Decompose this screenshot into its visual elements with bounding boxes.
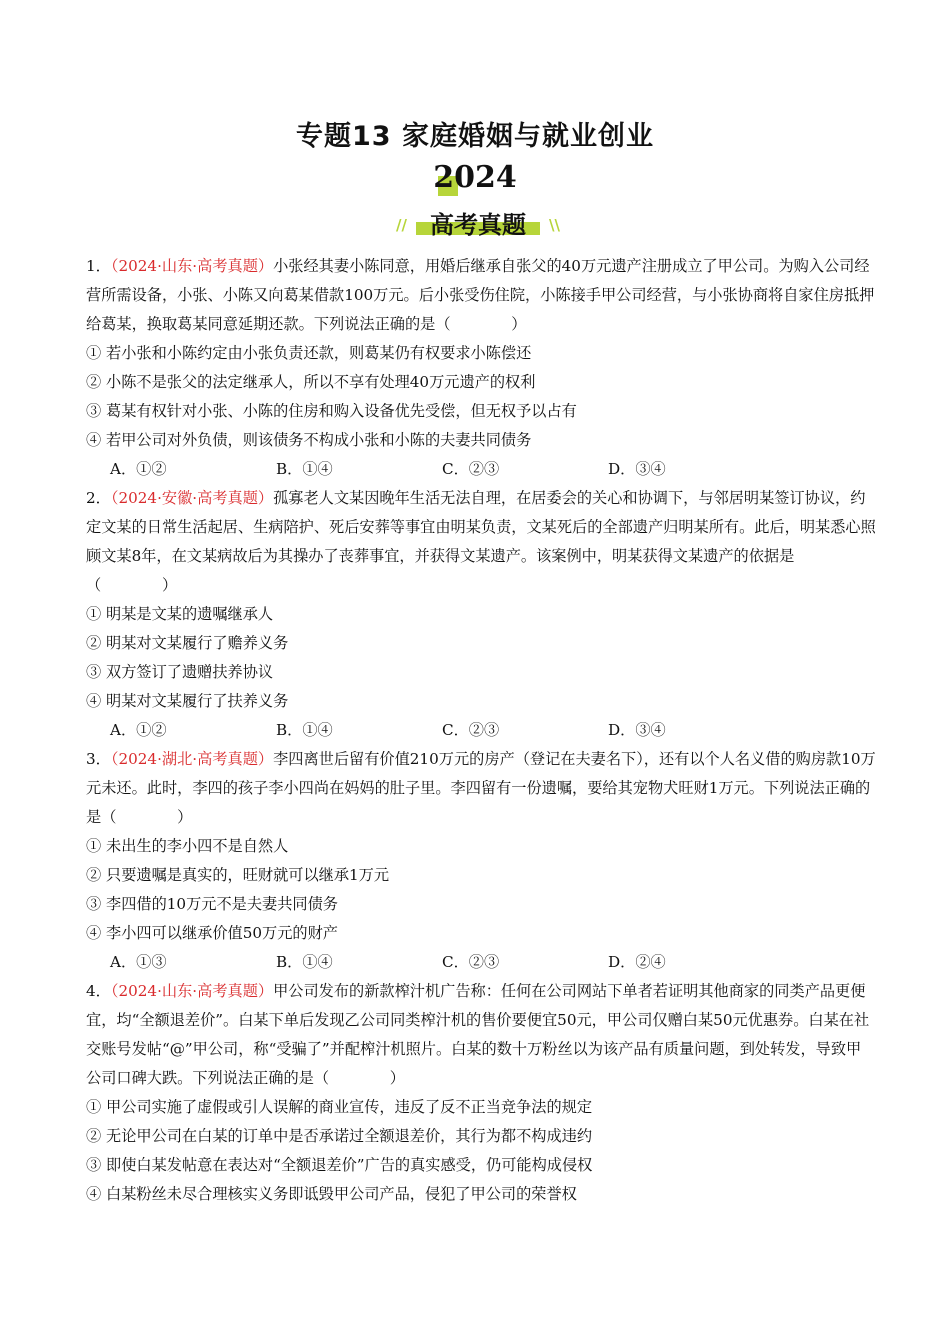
statement-option: ② 小陈不是张父的法定继承人，所以不享有处理40万元遗产的权利	[86, 373, 536, 391]
choice-b: B．①④	[276, 460, 333, 478]
statement-option: ④ 明某对文某履行了扶养义务	[86, 692, 289, 710]
question-source: （2024·山东·高考真题）	[110, 257, 274, 275]
question	[86, 484, 876, 745]
answer-choices	[86, 948, 876, 977]
question-stem	[86, 745, 876, 832]
question-stem	[86, 252, 876, 339]
choice-c: C．②③	[442, 953, 500, 971]
slash-decoration-left-icon: //	[396, 216, 407, 234]
question-text: 甲公司发布的新款榨汁机广告称：任何在公司网站下单者若证明其他商家的同类产品更便宜，均“全额退差价”。白某下单后发现乙公司同类榨汁机的售价要便宜50元，甲公司仅赠白某50元优惠券。白某在社交账号发帖“@”甲公司，称“受骗了”并配榨汁机照片。白某的数十万粉丝以为该产品有质量问题，到处转发，导致甲公司口碑大跌。下列说法正确的是（ ）	[86, 982, 870, 1087]
statement-option: ② 无论甲公司在白某的订单中是否承诺过全额退差价，其行为都不构成违约	[86, 1127, 593, 1145]
choice-b: B．①④	[276, 721, 333, 739]
question-number: 1．	[86, 257, 111, 275]
choice-d: D．③④	[608, 460, 666, 478]
statement-option: ① 明某是文某的遗嘱继承人	[86, 605, 274, 623]
statement-option: ④ 李小四可以继承价值50万元的财产	[86, 924, 338, 942]
choice-a: A．①②	[110, 721, 167, 739]
statement-option: ③ 双方签订了遗赠扶养协议	[86, 663, 274, 681]
section-banner	[396, 204, 560, 238]
question-text: 小张经其妻小陈同意，用婚后继承自张父的40万元遗产注册成立了甲公司。为购入公司经营所需设备，小张、小陈又向葛某借款100万元。后小张受伤住院，小陈接手甲公司经营，与小张协商将自家住房抵押给葛某，换取葛某同意延期还款。下列说法正确的是（ ）	[86, 257, 875, 333]
statement-option: ④ 白某粉丝未尽合理核实义务即诋毁甲公司产品，侵犯了甲公司的荣誉权	[86, 1185, 577, 1203]
question-number: 2．	[86, 489, 111, 507]
choice-b: B．①④	[276, 953, 333, 971]
question-stem	[86, 484, 876, 600]
answer-choices	[86, 455, 876, 484]
year-label: 2024	[433, 160, 517, 195]
question-source: （2024·湖北·高考真题）	[110, 750, 274, 768]
answer-choices	[86, 716, 876, 745]
slash-decoration-right-icon: \\	[549, 216, 560, 234]
page-title: 专题13 家庭婚姻与就业创业	[296, 121, 654, 152]
question-number: 4．	[86, 982, 111, 1000]
statement-option: ① 甲公司实施了虚假或引人误解的商业宣传，违反了反不正当竞争法的规定	[86, 1098, 593, 1116]
statement-option: ④ 若甲公司对外负债，则该债务不构成小张和小陈的夫妻共同债务	[86, 431, 532, 449]
choice-c: C．②③	[442, 721, 500, 739]
question-stem	[86, 977, 876, 1093]
statement-option: ② 明某对文某履行了赡养义务	[86, 634, 289, 652]
choice-a: A．①②	[110, 460, 167, 478]
question	[86, 745, 876, 977]
question-source: （2024·山东·高考真题）	[110, 982, 274, 1000]
question-number: 3．	[86, 750, 111, 768]
statement-option: ① 未出生的李小四不是自然人	[86, 837, 289, 855]
statement-option: ③ 即使白某发帖意在表达对“全额退差价”广告的真实感受，仍可能构成侵权	[86, 1156, 593, 1174]
statement-option: ① 若小张和小陈约定由小张负责还款，则葛某仍有权要求小陈偿还	[86, 344, 532, 362]
question-source: （2024·安徽·高考真题）	[110, 489, 274, 507]
choice-c: C．②③	[442, 460, 500, 478]
choice-a: A．①③	[110, 953, 167, 971]
question	[86, 252, 876, 484]
statement-option: ③ 葛某有权针对小张、小陈的住房和购入设备优先受偿，但无权予以占有	[86, 402, 577, 420]
question-text: 李四离世后留有价值210万元的房产（登记在夫妻名下），还有以个人名义借的购房款10万元未还。此时，李四的孩子李小四尚在妈妈的肚子里。李四留有一份遗嘱，要给其宠物犬旺财1万元。下列说法正确的是（ ）	[86, 750, 876, 826]
choice-d: D．②④	[608, 953, 666, 971]
statement-option: ② 只要遗嘱是真实的，旺财就可以继承1万元	[86, 866, 390, 884]
choice-d: D．③④	[608, 721, 666, 739]
question	[86, 977, 876, 1209]
banner-label: 高考真题	[430, 211, 526, 239]
statement-option: ③ 李四借的10万元不是夫妻共同债务	[86, 895, 338, 913]
questions-list	[86, 252, 876, 1209]
question-text: 孤寡老人文某因晚年生活无法自理，在居委会的关心和协调下，与邻居明某签订协议，约定文某的日常生活起居、生病陪护、死后安葬等事宜由明某负责，文某死后的全部遗产归明某所有。此后，明某悉心照顾文某8年，在文某病故后为其操办了丧葬事宜，并获得文某遗产。该案例中，明某获得文某遗产的依据是（ ）	[86, 489, 876, 594]
